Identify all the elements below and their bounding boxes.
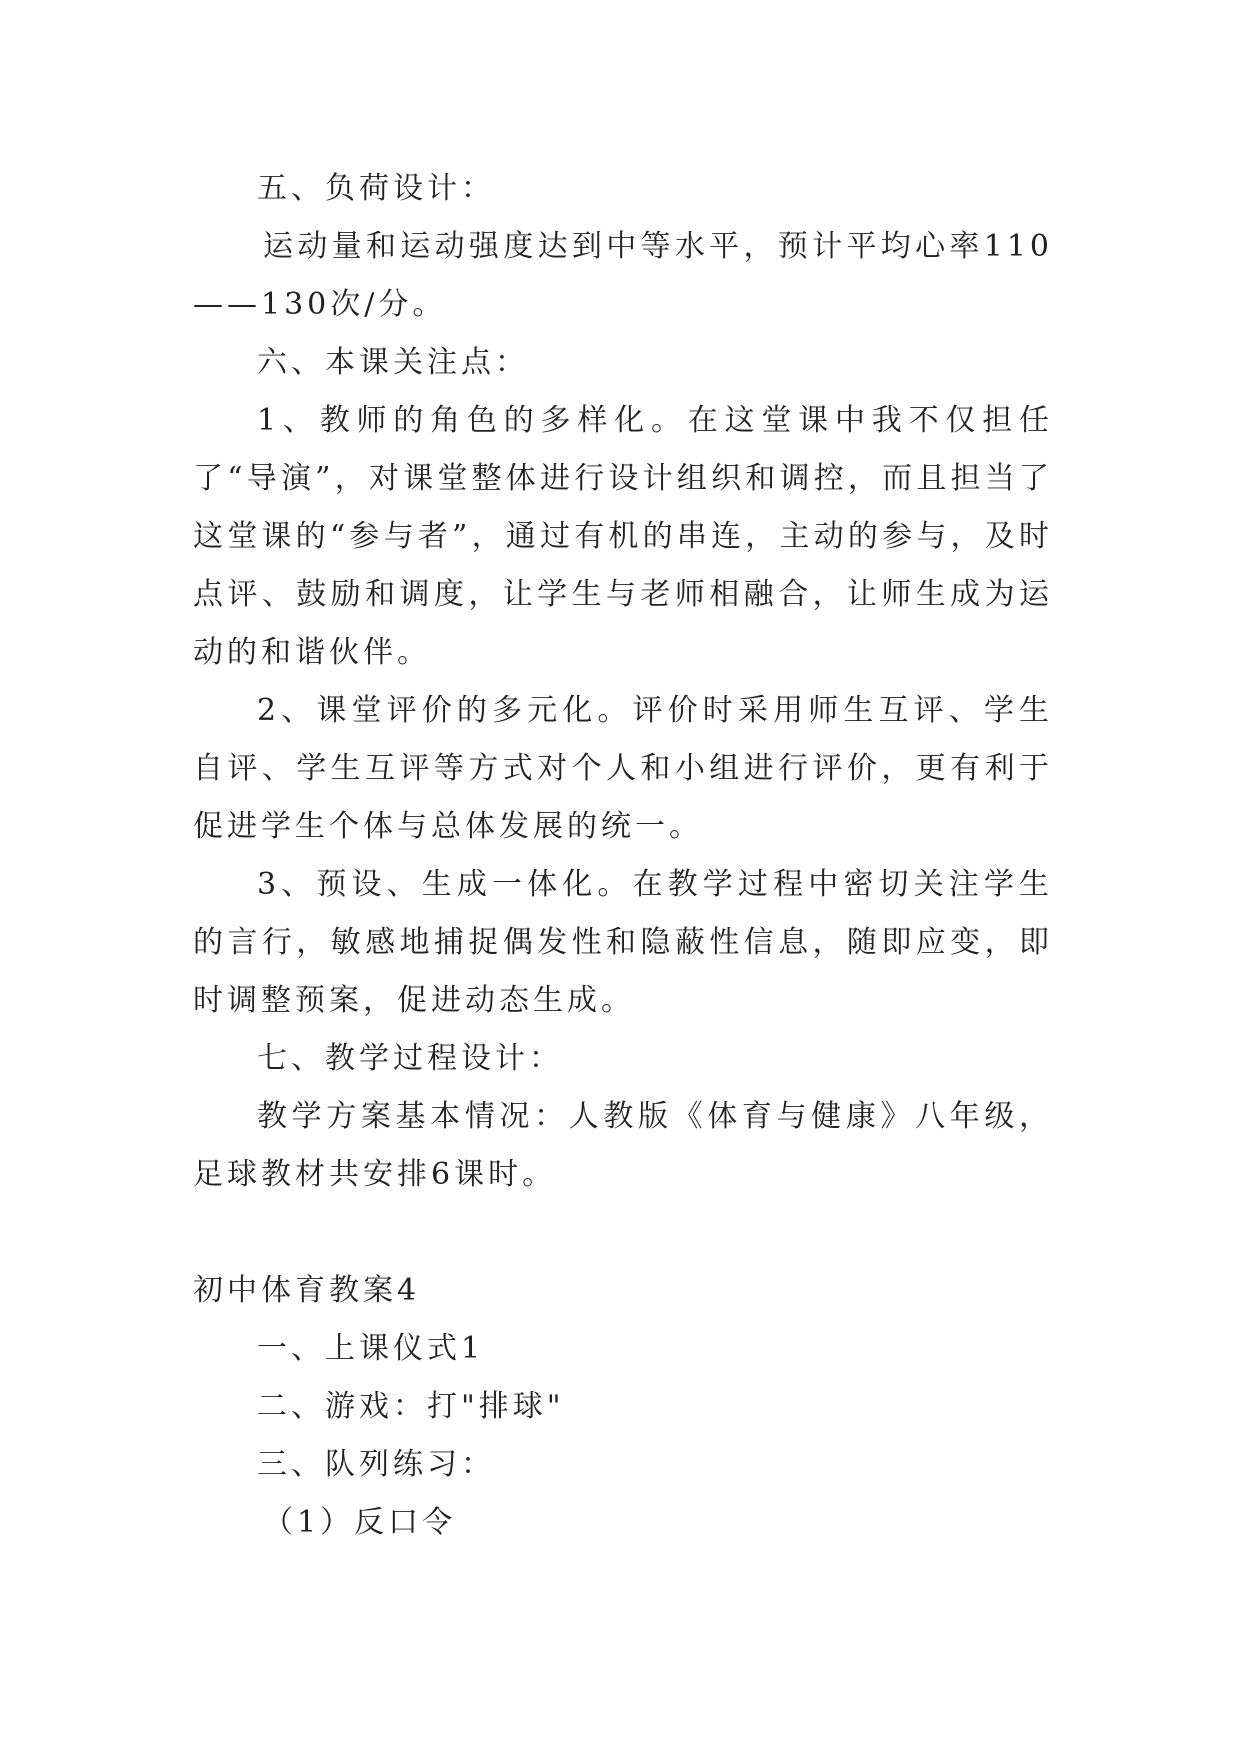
process-body: 教学方案基本情况：人教版《体育与健康》八年级，足球教材共安排6课时。	[193, 1099, 1053, 1192]
focus-item-3: 3、预设、生成一体化。在教学过程中密切关注学生的言行，敏感地捕捉偶发性和隐蔽性信息，随即应变，即时调整预案，促进动态生成。	[193, 867, 1053, 1018]
focus-heading: 六、本课关注点：	[257, 345, 529, 380]
lesson-title: 初中体育教案4	[193, 1273, 421, 1308]
lesson-step-2: 二、游戏：打"排球"	[257, 1389, 565, 1424]
focus-item-1: 1、教师的角色的多样化。在这堂课中我不仅担任了“导演”，对课堂整体进行设计组织和调控，而且担当了这堂课的“参与者”，通过有机的串连，主动的参与，及时点评、鼓励和调度，让学生与老师相融合，让师生成为运动的和谐伙伴。	[193, 403, 1053, 670]
lesson-step-3-sub-1: （1）反口令	[263, 1505, 457, 1540]
load-design-heading: 五、负荷设计：	[257, 171, 495, 206]
lesson-step-1: 一、上课仪式1	[257, 1331, 485, 1366]
process-heading: 七、教学过程设计：	[257, 1041, 563, 1076]
focus-item-2: 2、课堂评价的多元化。评价时采用师生互评、学生自评、学生互评等方式对个人和小组进行评价，更有利于促进学生个体与总体发展的统一。	[193, 693, 1053, 844]
load-design-body: 运动量和运动强度达到中等水平，预计平均心率110——130次/分。	[193, 229, 1053, 322]
lesson-step-3: 三、队列练习：	[257, 1447, 495, 1482]
